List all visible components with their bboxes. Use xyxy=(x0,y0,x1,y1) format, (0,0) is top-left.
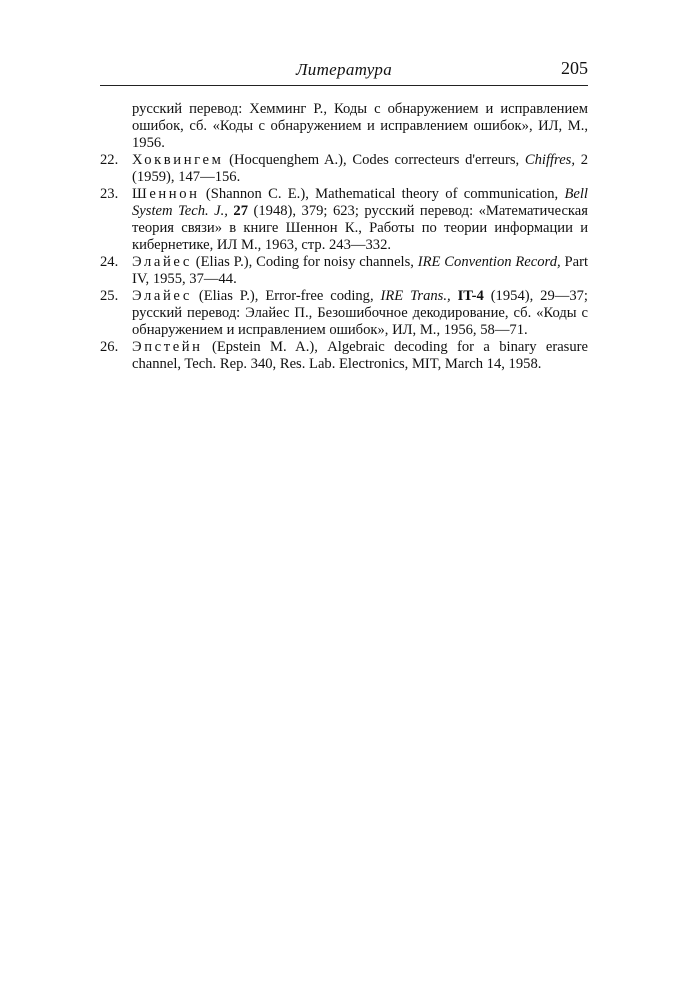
page-number: 205 xyxy=(561,58,588,78)
reference-continuation xyxy=(100,101,588,152)
reference-text: (Shannon C. E.), Mathematical theory of communication, xyxy=(199,186,565,202)
reference-author: Элайес xyxy=(132,288,192,304)
reference-author: Элайес xyxy=(132,254,192,270)
reference-text: (Epstein M. A.), Algebraic decoding for a binary erasure channel, Tech. Rep. 340, Res. Lab. Electronics, MIT, March 14, 1958. xyxy=(132,339,588,372)
reference-26 xyxy=(100,339,588,373)
reference-23 xyxy=(100,186,588,254)
reference-25 xyxy=(100,288,588,339)
reference-text: (Elias P.), Coding for noisy channels, xyxy=(191,254,418,270)
reference-number: 24. xyxy=(100,254,119,270)
reference-author: Эпстейн xyxy=(132,339,203,355)
reference-tail: (1954), 29—37; русский перевод: Элайес П., Безошибочное декодирование, сб. «Коды с обнаружением и исправлением ошибок», ИЛ, М., 1956, 58—71. xyxy=(132,288,588,338)
reference-volume: 27 xyxy=(227,203,249,219)
reference-text: (Elias P.), Error-free coding, xyxy=(191,288,381,304)
reference-list xyxy=(100,101,588,373)
reference-author: Шеннон xyxy=(132,186,200,202)
reference-tail: Part IV, 1955, 37—44. xyxy=(132,254,588,287)
reference-number: 25. xyxy=(100,288,119,304)
running-title: Литература xyxy=(295,60,392,79)
header-rule xyxy=(100,85,588,86)
reference-number: 26. xyxy=(100,339,119,355)
running-head xyxy=(100,58,588,84)
reference-author: Хоквингем xyxy=(132,152,224,168)
reference-journal: Bell System Tech. J., xyxy=(132,186,588,219)
reference-22 xyxy=(100,152,588,186)
reference-number: 22. xyxy=(100,152,119,168)
reference-journal: Chiffres, xyxy=(524,152,575,168)
reference-tail: 2 (1959), 147—156. xyxy=(132,152,588,185)
continuation-text: русский перевод: Хемминг Р., Коды с обнаружением и исправлением ошибок, сб. «Коды с обнаружением и исправлением ошибок», ИЛ, М., 1956. xyxy=(132,101,588,151)
reference-journal: IRE Convention Record, xyxy=(417,254,561,270)
reference-volume: IT-4 xyxy=(450,288,484,304)
reference-24 xyxy=(100,254,588,288)
reference-tail: (1948), 379; 623; русский перевод: «Математическая теория связи» в книге Шеннон К., Работы по теории информации и кибернетике, ИЛ М., 1963, стр. 243—332. xyxy=(132,203,588,253)
reference-text: (Hocquenghem A.), Codes correcteurs d'erreurs, xyxy=(223,152,525,168)
reference-journal: IRE Trans., xyxy=(380,288,451,304)
reference-number: 23. xyxy=(100,186,119,202)
